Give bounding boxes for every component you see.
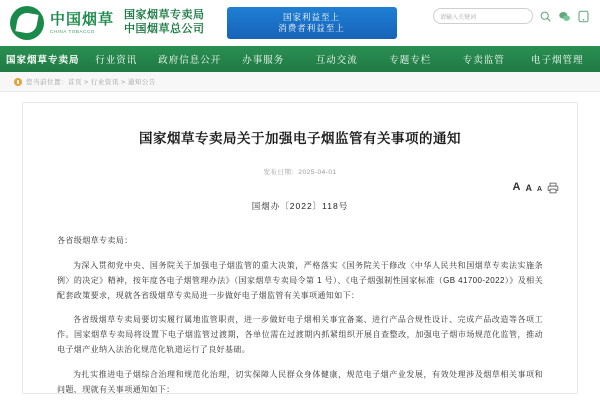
breadcrumb bbox=[0, 72, 600, 92]
header-tools bbox=[433, 8, 590, 24]
nav-item-1[interactable]: 行业资讯 bbox=[95, 55, 138, 66]
location-pin-icon bbox=[14, 78, 22, 86]
nav-item-0[interactable]: 国家烟草专卖局 bbox=[6, 55, 80, 66]
search-input[interactable] bbox=[433, 8, 533, 24]
logo-title-en: CHINA TOBACCO bbox=[50, 28, 95, 34]
slogan-line2: 消费者利益至上 bbox=[278, 23, 345, 33]
breadcrumb-text[interactable]: 您当前位置：首页 > 行业资讯 > 通知公告 bbox=[26, 79, 156, 86]
article-paragraph-0: 各省级烟草专卖局： bbox=[57, 236, 133, 246]
font-size-medium-button[interactable]: A bbox=[525, 183, 532, 193]
nav-item-4[interactable]: 互动交流 bbox=[315, 55, 358, 66]
print-icon[interactable] bbox=[547, 181, 559, 193]
site-header bbox=[0, 0, 600, 46]
search-icon[interactable] bbox=[539, 10, 552, 23]
search-placeholder-text: 请输入关键词 bbox=[440, 14, 477, 21]
nav-item-5[interactable]: 专题专栏 bbox=[389, 55, 432, 66]
nav-item-6[interactable]: 专卖监管 bbox=[462, 55, 505, 66]
wechat-icon[interactable] bbox=[558, 10, 571, 23]
app-icon[interactable] bbox=[577, 10, 590, 23]
article-paragraph-3: 为扎实推进电子烟综合治理和规范化治理，切实保障人民群众身体健康，规范电子烟产业发展，有效处理涉及烟草相关事项和问题，现就有关事项通知如下： bbox=[57, 369, 543, 394]
article-meta bbox=[57, 167, 543, 176]
logo-text bbox=[50, 12, 114, 34]
page-title: 国家烟草专卖局关于加强电子烟监管有关事项的通知 bbox=[139, 131, 461, 146]
font-size-small-button[interactable]: A bbox=[536, 186, 542, 193]
slogan-line1: 国家利益至上 bbox=[283, 12, 341, 23]
org-name-line1: 国家烟草专卖局 bbox=[124, 9, 205, 22]
publish-date: 2025-04-01 bbox=[298, 169, 337, 177]
logo-title-cn: 中国烟草 bbox=[50, 10, 115, 28]
font-size-large-button[interactable]: A bbox=[512, 181, 521, 193]
nav-item-3[interactable]: 办事服务 bbox=[242, 55, 285, 66]
article-body bbox=[57, 234, 543, 394]
publish-date-label: 发布日期： bbox=[263, 169, 299, 177]
slogan-banner bbox=[227, 7, 397, 39]
article-paragraph-1: 为深入贯彻党中央、国务院关于加强电子烟监管的重大决策，严格落实《国务院关于修改〈中华人民共和国烟草专卖法实施条例〉的决定》精神，按年度各电子烟管理办法》（国家烟草专卖局令第 1 号）、《电子烟强制性国家标准（GB 41700-2022）》及相关配套政策要求，现就各省级烟草专卖局进一步做好电子烟监管有关事项通知如下： bbox=[57, 261, 543, 300]
organization-names bbox=[124, 9, 205, 37]
nav-item-7[interactable]: 电子烟管理 bbox=[531, 55, 584, 66]
main-nav bbox=[0, 46, 600, 72]
tobacco-leaf-icon bbox=[10, 6, 44, 40]
document-number: 国烟办〔2022〕118号 bbox=[251, 201, 349, 212]
article-card bbox=[22, 102, 578, 394]
org-name-line2: 中国烟草总公司 bbox=[124, 23, 205, 35]
nav-item-2[interactable]: 政府信息公开 bbox=[158, 55, 222, 66]
article-paragraph-2: 各省级烟草专卖局要切实履行属地监管职责，进一步做好电子烟相关事宜备案、进行产品合规性设计、完成产品改造等各项工作。国家烟草专卖局将设置下电子烟监管过渡期，各单位需在过渡期内抓紧组织开展自查整改，加强电子烟市场规范化监管，推动电子烟产业纳入法治化规范化轨道运行了良好基础。 bbox=[57, 315, 543, 355]
font-size-tools bbox=[512, 181, 559, 193]
site-logo[interactable] bbox=[10, 6, 114, 40]
